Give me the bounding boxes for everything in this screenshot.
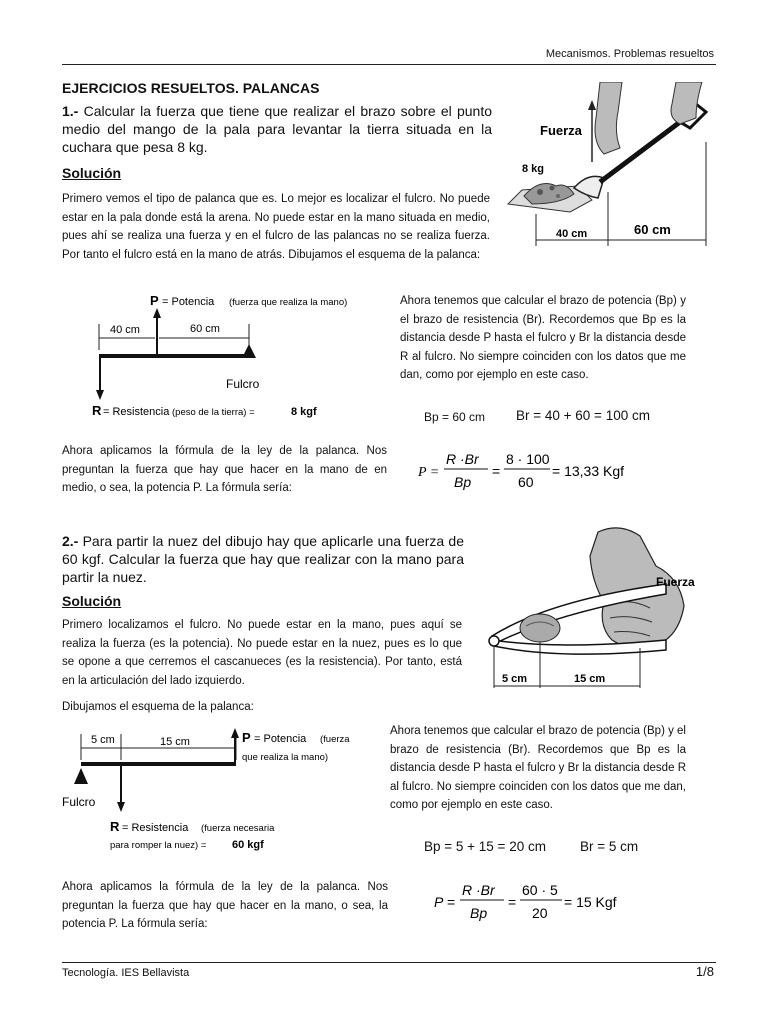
formula1-lhs: P = — [418, 465, 440, 480]
diagram1-r-text: = Resistencia — [103, 406, 170, 418]
exercise-1-formula — [414, 450, 644, 500]
diagram1-p-note: (fuerza que realiza la mano) — [229, 297, 348, 308]
nutcracker-dim-15: 15 cm — [574, 673, 606, 685]
diagram1-dim-40: 40 cm — [110, 324, 140, 336]
formula2-lhs: P = — [434, 894, 455, 910]
formula2-num2: 60 · 5 — [522, 882, 558, 898]
exercise-2-para2: Ahora tenemos que calcular el brazo de potencia (Bp) y el brazo de resistencia (Br). Recordemos que Bp es la distancia desde P hasta el fulcro y Br la distancia desde R al fulcro. No siempre coinciden con los datos que me dan, como por ejemplo en este caso. — [390, 725, 686, 811]
formula2-eq: = — [508, 894, 517, 910]
diagram2-p-text: = Potencia — [254, 733, 307, 745]
diagram2-r-note2: para romper la nuez) = — [110, 840, 207, 851]
formula1-result: = 13,33 Kgf — [552, 463, 625, 479]
page-number: 1/8 — [695, 964, 714, 979]
formula1-num1: R ·Br — [446, 451, 479, 467]
diagram1-r-note: (peso de la tierra) = — [172, 407, 255, 418]
exercise-1-para2: Ahora tenemos que calcular el brazo de potencia (Bp) y el brazo de resistencia (Br). Recordemos que Bp es la distancia desde P hasta el fulcro y Br la distancia desde R al fulcro. No siempre coinciden con los datos que me dan, como por ejemplo en este caso. — [400, 295, 686, 381]
header-rule — [62, 64, 716, 65]
exercise-1-eq-br: Br = 40 + 60 = 100 cm — [516, 408, 650, 423]
diagram2-r-text: = Resistencia — [122, 822, 189, 834]
running-header: Mecanismos. Problemas resueltos — [545, 48, 714, 60]
shovel-dim-60: 60 cm — [634, 222, 671, 237]
diagram1-r-value: 8 kgf — [291, 406, 317, 418]
shovel-dim-40: 40 cm — [556, 228, 588, 240]
formula2-result: = 15 Kgf — [564, 894, 617, 910]
diagram1-fulcrum-label: Fulcro — [226, 377, 260, 391]
exercise-2-eq-br: Br = 5 cm — [580, 839, 639, 854]
exercise-1-eq-bp: Bp = 60 cm — [424, 410, 486, 424]
exercise-1-question: 1.- Calcular la fuerza que tiene que realizar el brazo sobre el punto medio del mango de la pala para levantar la tierra situada en la cuchara que pesa 8 kg. — [62, 103, 493, 155]
diagram1-r-letter: R — [92, 403, 102, 418]
nutcracker-force-label: Fuerza — [656, 575, 695, 589]
diagram2-r-letter: R — [110, 819, 120, 834]
exercise-2-para3: Ahora aplicamos la fórmula de la ley de la palanca. Nos preguntan la fuerza que hay que hacer en la mano, o sea, la potencia P. La fórmula sería: — [62, 881, 388, 930]
diagram2-lever-bar — [81, 762, 236, 766]
lever-diagram-1 — [62, 288, 392, 428]
diagram1-p-letter: P — [150, 293, 159, 308]
exercise-2-formula — [430, 880, 630, 930]
formula2-den1: Bp — [470, 905, 488, 921]
exercise-2-para1b: Dibujamos el esquema de la palanca: — [62, 701, 254, 713]
exercise-2-para1: Primero localizamos el fulcro. No puede estar en la mano, pues aquí se realiza la fuerza (es la potencia). No puede estar en la nuez, pues es lo que se opone a que cerremos el cascanueces (es la resistencia). Por tanto, está en la articulación del lado izquierdo. — [62, 619, 462, 687]
exercise-2-solution-label: Solución — [62, 593, 122, 609]
lever-diagram-2 — [62, 724, 392, 854]
formula1-den2: 60 — [518, 474, 534, 490]
diagram1-p-text: = Potencia — [162, 296, 215, 308]
nutcracker-dim-5: 5 cm — [502, 673, 528, 685]
diagram2-dim-5: 5 cm — [91, 734, 115, 746]
diagram2-fulcrum-icon — [74, 768, 88, 784]
diagram2-p-letter: P — [242, 730, 251, 745]
formula1-num2: 8 · 100 — [506, 451, 550, 467]
exercise-2-eq-bp: Bp = 5 + 15 = 20 cm — [424, 839, 546, 854]
diagram2-dim-15: 15 cm — [160, 736, 190, 748]
diagram2-p-note2: que realiza la mano) — [242, 752, 329, 763]
nutcracker-illustration — [480, 522, 716, 692]
exercise-1-solution-label: Solución — [62, 165, 122, 181]
shovel-weight-label: 8 kg — [522, 163, 545, 175]
formula2-num1: R ·Br — [462, 882, 495, 898]
formula1-eq: = — [492, 463, 501, 479]
diagram2-r-value: 60 kgf — [232, 839, 264, 851]
page-title: EJERCICIOS RESUELTOS. PALANCAS — [62, 80, 320, 96]
formula2-den2: 20 — [532, 905, 548, 921]
diagram2-fulcrum-label: Fulcro — [62, 795, 96, 809]
exercise-2-number: 2.- — [62, 533, 79, 549]
exercise-2-question: 2.- Para partir la nuez del dibujo hay que aplicarle una fuerza de 60 kgf. Calcular la fuerza que hay que realizar con la mano para partir la nuez. — [62, 533, 464, 585]
shovel-force-label: Fuerza — [540, 123, 582, 138]
exercise-1-para3: Ahora aplicamos la fórmula de la ley de la palanca. Nos preguntan la fuerza que hay que hacer en la mano de en medio, o sea, la potencia P. La fórmula sería: — [62, 445, 387, 494]
diagram1-fulcrum-icon — [242, 344, 256, 358]
exercise-1-para1: Primero vemos el tipo de palanca que es. Lo mejor es localizar el fulcro. No puede estar en la pala donde está la arena. No puede estar en la mano situada en medio, pues ahí se realiza una fuerza y en el fulcro de las palancas no se realiza fuerza. Por tanto el fulcro está en la mano de atrás. Dibujamos el esquema de la palanca: — [62, 193, 490, 261]
diagram2-p-note1: (fuerza — [320, 734, 350, 745]
diagram1-dim-60: 60 cm — [190, 323, 220, 335]
exercise-1-number: 1.- — [62, 103, 79, 119]
footer-left: Tecnología. IES Bellavista — [62, 967, 190, 979]
footer-rule — [62, 962, 716, 963]
formula1-den1: Bp — [454, 474, 472, 490]
diagram1-lever-bar — [99, 354, 249, 358]
shovel-illustration — [500, 82, 716, 252]
diagram2-r-note1: (fuerza necesaria — [201, 823, 275, 834]
